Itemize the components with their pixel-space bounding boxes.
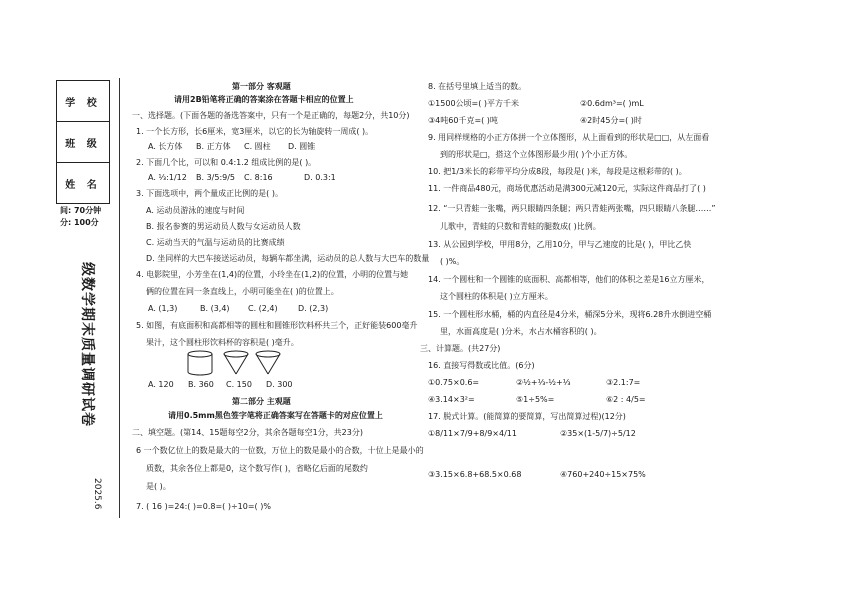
question-2: 2. 下面几个比，可以和 0.4:1.2 组成比例的是( )。 xyxy=(136,158,317,167)
question-10: 10. 把1/3米长的彩带平均分成8段，每段是( )米，每段是这根彩带的( )。 xyxy=(428,167,687,176)
question-13-line1: 13. 从公园到学校，甲用8分，乙用10分，甲与乙速度的比是( )，甲比乙快 xyxy=(428,240,692,249)
part2-instruction: 请用0.5mm黑色签字笔将正确答案写在答题卡的对应位置上 xyxy=(168,411,383,420)
question-16: 16. 直接写得数或比值。(6分) xyxy=(428,361,535,370)
part1-instruction: 请用2B铅笔将正确的答案涂在答题卡相应的位置上 xyxy=(174,95,354,104)
question-5-line1: 5. 如图，有底面积和高都相等的圆柱和圆锥形饮料杯共三个，正好能装600毫升 xyxy=(136,321,418,330)
q2-option-d: D. 0.3:1 xyxy=(304,173,336,182)
exam-title-vertical: 级数学期末质量调研试卷 xyxy=(79,262,95,427)
section2-title: 二、填空题。(第14、15题每空2分，其余各题每空1分，共23分) xyxy=(132,428,363,437)
question-12-line2: 儿歌中，青蛙的只数和青蛙的腿数成( )比例。 xyxy=(440,222,601,231)
question-8: 8. 在括号里填上适当的数。 xyxy=(428,82,527,91)
question-7: 7. ( 16 )=24:( )=0.8=( )÷10=( )% xyxy=(136,502,271,511)
q8-item-d: ④2时45分=( )时 xyxy=(580,116,642,125)
question-4-line2: 俩的位置在同一条直线上，小明可能坐在( )的位置上。 xyxy=(146,287,339,296)
question-17: 17. 脱式计算。(能简算的要简算，写出简算过程)(12分) xyxy=(428,412,626,421)
q16-item-4: ④3.14×3²= xyxy=(428,395,475,404)
school-label: 学 校 xyxy=(57,81,109,122)
question-14-line2: 这个圆柱的体积是( )立方厘米。 xyxy=(440,292,553,301)
question-6-line2: 质数，其余各位上都是0，这个数写作( )，省略亿后面的尾数约 xyxy=(146,464,368,473)
q16-item-1: ①0.75×0.6= xyxy=(428,378,480,387)
q1-option-a: A. 长方体 xyxy=(148,142,183,151)
question-15-line2: 里，水面高度是( )分米，水占水桶容积的( )。 xyxy=(440,327,602,336)
part1-title: 第一部分 客观题 xyxy=(232,82,291,91)
q17-item-1: ①8/11×7/9+8/9×4/11 xyxy=(428,429,517,438)
exam-time: 间: 70分钟 xyxy=(60,206,102,215)
q4-option-d: D. (2,3) xyxy=(298,304,329,313)
question-3: 3. 下面选项中，两个量成正比例的是( )。 xyxy=(136,189,283,198)
q16-item-6: ⑥2 : 4/5= xyxy=(606,395,646,404)
exam-date: 2025.6 xyxy=(92,478,102,510)
question-1: 1. 一个长方形，长6厘米，宽3厘米，以它的长为轴旋转一周成( )。 xyxy=(136,127,374,136)
q8-item-a: ①1500公顷=( )平方千米 xyxy=(428,99,520,108)
student-info-box xyxy=(56,80,110,204)
q17-item-3: ③3.15×6.8+68.5×0.68 xyxy=(428,470,522,479)
q5-option-a: A. 120 xyxy=(148,380,174,389)
section3-title: 三、计算题。(共27分) xyxy=(420,344,501,353)
q5-option-c: C. 150 xyxy=(226,380,252,389)
q3-option-d: D. 坐同样的大巴车接送运动员，每辆车都坐满，运动员的总人数与大巴车的数量 xyxy=(146,254,430,263)
question-15-line1: 15. 一个圆柱形水桶，桶的内直径是4分米，桶深5分米，现将6.28升水倒进空桶 xyxy=(428,310,712,319)
q1-option-b: B. 正方体 xyxy=(196,142,231,151)
question-12-line1: 12. “一只青蛙一张嘴，两只眼睛四条腿；两只青蛙两张嘴，四只眼睛八条腿……” xyxy=(428,204,716,213)
q17-item-2: ②35×(1-5/7)÷5/12 xyxy=(560,429,636,438)
question-14-line1: 14. 一个圆柱和一个圆锥的底面积、高都相等，他们的体积之差是16立方厘米， xyxy=(428,275,710,284)
name-label: 姓 名 xyxy=(65,179,101,191)
question-9-line1: 9. 用同样规格的小正方体拼一个立体图形，从上面看到的形状是□□，从左面看 xyxy=(428,133,710,142)
q3-option-c: C. 运动当天的气温与运动员的比赛成绩 xyxy=(146,238,285,247)
q16-item-3: ③2.1:7= xyxy=(606,378,641,387)
q1-option-d: D. 圆锥 xyxy=(288,142,316,151)
q8-item-b: ②0.6dm³=( )mL xyxy=(580,99,644,108)
q1-option-c: C. 圆柱 xyxy=(244,142,271,151)
q4-option-b: B. (3,4) xyxy=(200,304,230,313)
q4-option-a: A. (1,3) xyxy=(148,304,178,313)
question-11: 11. 一件商品480元，商场优惠活动是满300元减120元，实际这件商品打了( ) xyxy=(428,184,706,193)
question-6-line1: 6 一个数亿位上的数是最大的一位数，万位上的数是最小的合数，十位上是最小的 xyxy=(136,446,424,455)
q16-item-5: ⑤1÷5%= xyxy=(516,395,555,404)
q17-item-4: ④760+240÷15×75% xyxy=(560,470,646,479)
q8-item-c: ③4吨60千克=( )吨 xyxy=(428,116,498,125)
q2-option-b: B. 3/5:9/5 xyxy=(196,173,236,182)
q2-option-a: A. ⅓:1/12 xyxy=(148,173,187,182)
question-4-line1: 4. 电影院里，小芳坐在(1,4)的位置，小玲坐在(1,2)的位置，小明的位置与她 xyxy=(136,270,409,279)
q3-option-b: B. 报名参赛的男运动员人数与女运动员人数 xyxy=(146,222,301,231)
exam-score: 分: 100分 xyxy=(60,218,99,227)
question-6-line3: 是( )。 xyxy=(146,482,171,491)
part2-title: 第二部分 主观题 xyxy=(232,397,291,406)
q16-item-2: ②½+⅓-½+⅓ xyxy=(516,378,571,387)
question-13-line2: ( )%。 xyxy=(440,257,465,266)
question-5-line2: 果汁，这个圆柱形饮料杯的容积是( )毫升。 xyxy=(146,338,299,347)
q5-option-b: B. 360 xyxy=(188,380,214,389)
question-9-line2: 到的形状是□，搭这个立体图形最少用( )个小正方体。 xyxy=(440,150,633,159)
binding-line xyxy=(119,78,120,518)
q4-option-c: C. (2,4) xyxy=(248,304,278,313)
cylinder-cone-figure xyxy=(184,350,284,378)
section1-title: 一、选择题。(下面各题的备选答案中，只有一个是正确的，每题2分，共10分) xyxy=(132,111,410,120)
class-label: 班 级 xyxy=(57,122,109,163)
q3-option-a: A. 运动员游泳的速度与时间 xyxy=(146,206,245,215)
q5-option-d: D. 300 xyxy=(266,380,293,389)
q2-option-c: C. 8:16 xyxy=(244,173,273,182)
